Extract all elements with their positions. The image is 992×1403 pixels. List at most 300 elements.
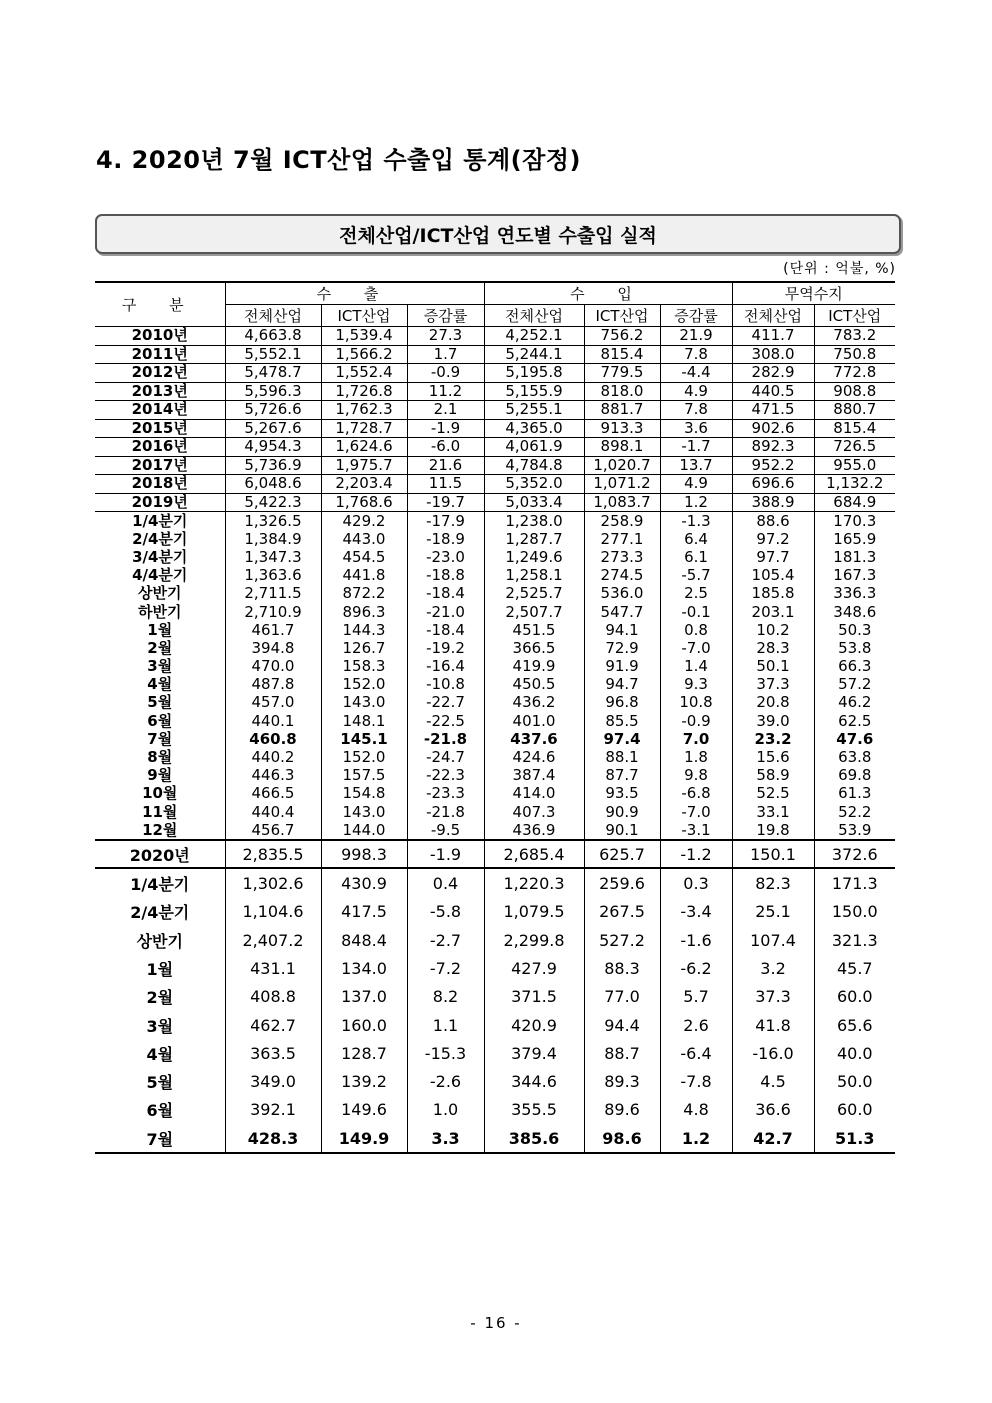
cell-balance-ict: 908.8 bbox=[814, 382, 895, 401]
cell-balance-total: 36.6 bbox=[732, 1096, 814, 1124]
cell-export-total: 5,478.7 bbox=[225, 364, 321, 383]
cell-export-growth: -23.0 bbox=[407, 548, 484, 566]
cell-export-total: 2,710.9 bbox=[225, 603, 321, 621]
cell-import-growth: -3.1 bbox=[660, 821, 732, 840]
cell-balance-ict: 336.3 bbox=[814, 585, 895, 603]
cell-import-ict: 267.5 bbox=[584, 898, 660, 926]
cell-category: 2016년 bbox=[95, 438, 225, 457]
cell-category: 7월 bbox=[95, 1124, 225, 1153]
cell-import-total: 451.5 bbox=[484, 621, 584, 639]
cell-balance-ict: 726.5 bbox=[814, 438, 895, 457]
cell-balance-ict: 181.3 bbox=[814, 548, 895, 566]
cell-export-total: 2,711.5 bbox=[225, 585, 321, 603]
cell-import-total: 5,033.4 bbox=[484, 493, 584, 512]
cell-import-growth: 2.5 bbox=[660, 585, 732, 603]
table-row-2019 bbox=[95, 530, 895, 548]
cell-export-ict: 1,566.2 bbox=[321, 345, 407, 364]
cell-import-ict: 913.3 bbox=[584, 419, 660, 438]
cell-category: 1월 bbox=[95, 954, 225, 982]
cell-balance-ict: 150.0 bbox=[814, 898, 895, 926]
cell-balance-total: -16.0 bbox=[732, 1039, 814, 1067]
cell-import-ict: 88.7 bbox=[584, 1039, 660, 1067]
cell-category: 12월 bbox=[95, 821, 225, 840]
cell-balance-total: 3.2 bbox=[732, 954, 814, 982]
cell-import-growth: 9.8 bbox=[660, 767, 732, 785]
cell-export-ict: 454.5 bbox=[321, 548, 407, 566]
cell-balance-total: 41.8 bbox=[732, 1011, 814, 1039]
cell-balance-ict: 40.0 bbox=[814, 1039, 895, 1067]
cell-import-total: 4,784.8 bbox=[484, 456, 584, 475]
cell-category: 2010년 bbox=[95, 327, 225, 346]
cell-export-growth: -23.3 bbox=[407, 785, 484, 803]
cell-import-growth: -1.7 bbox=[660, 438, 732, 457]
cell-import-total: 5,195.8 bbox=[484, 364, 584, 383]
header-import-total: 전체산업 bbox=[484, 305, 584, 327]
cell-export-ict: 143.0 bbox=[321, 694, 407, 712]
cell-export-total: 1,302.6 bbox=[225, 868, 321, 897]
cell-export-ict: 1,539.4 bbox=[321, 327, 407, 346]
table-row-2019 bbox=[95, 603, 895, 621]
cell-import-growth: 9.3 bbox=[660, 676, 732, 694]
cell-export-ict: 443.0 bbox=[321, 530, 407, 548]
cell-balance-ict: 69.8 bbox=[814, 767, 895, 785]
cell-import-total: 4,365.0 bbox=[484, 419, 584, 438]
cell-export-growth: -18.4 bbox=[407, 585, 484, 603]
cell-export-growth: -7.2 bbox=[407, 954, 484, 982]
cell-balance-total: 185.8 bbox=[732, 585, 814, 603]
cell-import-ict: 779.5 bbox=[584, 364, 660, 383]
cell-import-ict: 96.8 bbox=[584, 694, 660, 712]
header-export: 수 출 bbox=[225, 282, 484, 305]
cell-balance-total: 19.8 bbox=[732, 821, 814, 840]
table-row-2020 bbox=[95, 1096, 895, 1124]
cell-category: 2012년 bbox=[95, 364, 225, 383]
cell-export-total: 349.0 bbox=[225, 1067, 321, 1095]
cell-category: 2017년 bbox=[95, 456, 225, 475]
cell-export-ict: 1,726.8 bbox=[321, 382, 407, 401]
cell-export-ict: 144.3 bbox=[321, 621, 407, 639]
cell-export-ict: 2,203.4 bbox=[321, 475, 407, 494]
cell-export-total: 446.3 bbox=[225, 767, 321, 785]
table-row-2020 bbox=[95, 868, 895, 897]
cell-export-ict: 154.8 bbox=[321, 785, 407, 803]
table-row-2019 bbox=[95, 676, 895, 694]
cell-balance-total: 25.1 bbox=[732, 898, 814, 926]
cell-export-ict: 429.2 bbox=[321, 512, 407, 531]
cell-export-total: 1,104.6 bbox=[225, 898, 321, 926]
table-row-year bbox=[95, 382, 895, 401]
cell-import-growth: 1.2 bbox=[660, 1124, 732, 1153]
cell-balance-ict: 348.6 bbox=[814, 603, 895, 621]
cell-category: 11월 bbox=[95, 803, 225, 821]
cell-category: 상반기 bbox=[95, 585, 225, 603]
cell-export-ict: 144.0 bbox=[321, 821, 407, 840]
cell-export-total: 470.0 bbox=[225, 658, 321, 676]
cell-import-total: 1,079.5 bbox=[484, 898, 584, 926]
cell-import-total: 424.6 bbox=[484, 748, 584, 766]
cell-export-growth: 3.3 bbox=[407, 1124, 484, 1153]
cell-import-ict: 77.0 bbox=[584, 983, 660, 1011]
cell-import-growth: -1.6 bbox=[660, 926, 732, 954]
cell-export-growth: -22.5 bbox=[407, 712, 484, 730]
cell-import-total: 414.0 bbox=[484, 785, 584, 803]
cell-export-growth: -19.7 bbox=[407, 493, 484, 512]
cell-import-growth: -5.7 bbox=[660, 567, 732, 585]
cell-import-ict: 89.6 bbox=[584, 1096, 660, 1124]
cell-import-growth: 7.8 bbox=[660, 345, 732, 364]
cell-import-total: 385.6 bbox=[484, 1124, 584, 1153]
table-row-2020 bbox=[95, 898, 895, 926]
cell-balance-ict: 815.4 bbox=[814, 419, 895, 438]
cell-balance-ict: 684.9 bbox=[814, 493, 895, 512]
cell-import-growth: 1.8 bbox=[660, 748, 732, 766]
table-row-2019 bbox=[95, 730, 895, 748]
cell-export-total: 428.3 bbox=[225, 1124, 321, 1153]
cell-balance-ict: 52.2 bbox=[814, 803, 895, 821]
cell-category: 9월 bbox=[95, 767, 225, 785]
cell-import-growth: -0.9 bbox=[660, 712, 732, 730]
cell-import-growth: 4.9 bbox=[660, 382, 732, 401]
cell-export-growth: 11.5 bbox=[407, 475, 484, 494]
header-import-ict: ICT산업 bbox=[584, 305, 660, 327]
table-row-2020 bbox=[95, 1067, 895, 1095]
cell-export-ict: 160.0 bbox=[321, 1011, 407, 1039]
cell-export-total: 4,954.3 bbox=[225, 438, 321, 457]
table-row-year bbox=[95, 456, 895, 475]
table-row-year bbox=[95, 475, 895, 494]
cell-category: 1/4분기 bbox=[95, 512, 225, 531]
cell-import-growth: 3.6 bbox=[660, 419, 732, 438]
cell-balance-total: 440.5 bbox=[732, 382, 814, 401]
cell-category: 5월 bbox=[95, 694, 225, 712]
cell-export-ict: 848.4 bbox=[321, 926, 407, 954]
table-row-2019 bbox=[95, 821, 895, 840]
cell-balance-total: 82.3 bbox=[732, 868, 814, 897]
cell-export-total: 1,363.6 bbox=[225, 567, 321, 585]
cell-balance-total: 388.9 bbox=[732, 493, 814, 512]
cell-balance-ict: 65.6 bbox=[814, 1011, 895, 1039]
cell-import-ict: 93.5 bbox=[584, 785, 660, 803]
cell-export-total: 487.8 bbox=[225, 676, 321, 694]
cell-export-growth: -21.0 bbox=[407, 603, 484, 621]
cell-import-total: 1,238.0 bbox=[484, 512, 584, 531]
cell-export-ict: 145.1 bbox=[321, 730, 407, 748]
cell-import-total: 2,525.7 bbox=[484, 585, 584, 603]
cell-category: 2013년 bbox=[95, 382, 225, 401]
cell-balance-total: 39.0 bbox=[732, 712, 814, 730]
cell-import-growth: 4.8 bbox=[660, 1096, 732, 1124]
header-balance-total: 전체산업 bbox=[732, 305, 814, 327]
table-row-2019 bbox=[95, 639, 895, 657]
cell-balance-total: 471.5 bbox=[732, 401, 814, 420]
table-row-2020 bbox=[95, 1124, 895, 1153]
cell-import-total: 436.2 bbox=[484, 694, 584, 712]
cell-category: 2020년 bbox=[95, 840, 225, 868]
table-row-2020 bbox=[95, 1039, 895, 1067]
cell-export-growth: -1.9 bbox=[407, 840, 484, 868]
cell-import-total: 5,155.9 bbox=[484, 382, 584, 401]
cell-export-total: 457.0 bbox=[225, 694, 321, 712]
cell-export-growth: -22.7 bbox=[407, 694, 484, 712]
cell-export-ict: 872.2 bbox=[321, 585, 407, 603]
cell-import-growth: -1.3 bbox=[660, 512, 732, 531]
cell-import-ict: 94.7 bbox=[584, 676, 660, 694]
cell-balance-total: 37.3 bbox=[732, 676, 814, 694]
cell-category: 8월 bbox=[95, 748, 225, 766]
cell-import-growth: 2.6 bbox=[660, 1011, 732, 1039]
table-row-2019 bbox=[95, 658, 895, 676]
cell-category: 2/4분기 bbox=[95, 898, 225, 926]
cell-balance-total: 902.6 bbox=[732, 419, 814, 438]
cell-export-growth: -17.9 bbox=[407, 512, 484, 531]
cell-import-growth: -6.2 bbox=[660, 954, 732, 982]
cell-import-growth: 6.1 bbox=[660, 548, 732, 566]
cell-import-ict: 259.6 bbox=[584, 868, 660, 897]
cell-export-growth: 11.2 bbox=[407, 382, 484, 401]
table-row-year bbox=[95, 493, 895, 512]
cell-import-total: 5,255.1 bbox=[484, 401, 584, 420]
cell-import-growth: 21.9 bbox=[660, 327, 732, 346]
cell-export-growth: -6.0 bbox=[407, 438, 484, 457]
cell-balance-ict: 955.0 bbox=[814, 456, 895, 475]
cell-import-ict: 818.0 bbox=[584, 382, 660, 401]
table-title: 전체산업/ICT산업 연도별 수출입 실적 bbox=[339, 224, 657, 247]
cell-export-growth: -2.7 bbox=[407, 926, 484, 954]
cell-export-growth: 1.1 bbox=[407, 1011, 484, 1039]
cell-export-growth: 2.1 bbox=[407, 401, 484, 420]
cell-export-growth: -16.4 bbox=[407, 658, 484, 676]
cell-export-growth: 8.2 bbox=[407, 983, 484, 1011]
cell-export-growth: -22.3 bbox=[407, 767, 484, 785]
cell-category: 2019년 bbox=[95, 493, 225, 512]
cell-export-growth: 27.3 bbox=[407, 327, 484, 346]
cell-export-total: 460.8 bbox=[225, 730, 321, 748]
cell-export-growth: -0.9 bbox=[407, 364, 484, 383]
cell-category: 1/4분기 bbox=[95, 868, 225, 897]
cell-export-total: 4,663.8 bbox=[225, 327, 321, 346]
cell-category: 3월 bbox=[95, 658, 225, 676]
cell-import-ict: 898.1 bbox=[584, 438, 660, 457]
cell-balance-ict: 1,132.2 bbox=[814, 475, 895, 494]
cell-import-total: 420.9 bbox=[484, 1011, 584, 1039]
header-export-total: 전체산업 bbox=[225, 305, 321, 327]
cell-import-ict: 815.4 bbox=[584, 345, 660, 364]
cell-balance-total: 150.1 bbox=[732, 840, 814, 868]
cell-import-ict: 98.6 bbox=[584, 1124, 660, 1153]
cell-export-total: 392.1 bbox=[225, 1096, 321, 1124]
cell-balance-total: 97.2 bbox=[732, 530, 814, 548]
cell-import-growth: 7.8 bbox=[660, 401, 732, 420]
cell-import-ict: 89.3 bbox=[584, 1067, 660, 1095]
cell-import-ict: 625.7 bbox=[584, 840, 660, 868]
cell-balance-total: 10.2 bbox=[732, 621, 814, 639]
trade-table bbox=[95, 281, 895, 1154]
cell-balance-ict: 783.2 bbox=[814, 327, 895, 346]
cell-import-growth: -6.8 bbox=[660, 785, 732, 803]
cell-import-total: 4,061.9 bbox=[484, 438, 584, 457]
cell-export-total: 1,326.5 bbox=[225, 512, 321, 531]
cell-category: 7월 bbox=[95, 730, 225, 748]
cell-export-ict: 152.0 bbox=[321, 676, 407, 694]
cell-import-total: 4,252.1 bbox=[484, 327, 584, 346]
table-row-2019 bbox=[95, 567, 895, 585]
cell-import-growth: -4.4 bbox=[660, 364, 732, 383]
cell-category: 6월 bbox=[95, 712, 225, 730]
cell-balance-total: 308.0 bbox=[732, 345, 814, 364]
cell-export-total: 2,835.5 bbox=[225, 840, 321, 868]
cell-import-growth: 1.2 bbox=[660, 493, 732, 512]
cell-import-ict: 94.4 bbox=[584, 1011, 660, 1039]
cell-export-ict: 158.3 bbox=[321, 658, 407, 676]
cell-export-total: 5,726.6 bbox=[225, 401, 321, 420]
cell-export-ict: 1,728.7 bbox=[321, 419, 407, 438]
cell-import-ict: 85.5 bbox=[584, 712, 660, 730]
cell-export-growth: -9.5 bbox=[407, 821, 484, 840]
cell-import-growth: -7.0 bbox=[660, 803, 732, 821]
cell-export-total: 6,048.6 bbox=[225, 475, 321, 494]
cell-balance-ict: 372.6 bbox=[814, 840, 895, 868]
cell-export-ict: 1,762.3 bbox=[321, 401, 407, 420]
cell-export-ict: 441.8 bbox=[321, 567, 407, 585]
cell-export-total: 440.2 bbox=[225, 748, 321, 766]
cell-export-total: 431.1 bbox=[225, 954, 321, 982]
cell-export-total: 394.8 bbox=[225, 639, 321, 657]
cell-export-growth: -15.3 bbox=[407, 1039, 484, 1067]
cell-balance-ict: 880.7 bbox=[814, 401, 895, 420]
cell-export-ict: 128.7 bbox=[321, 1039, 407, 1067]
table-row-2019 bbox=[95, 512, 895, 531]
cell-import-growth: -6.4 bbox=[660, 1039, 732, 1067]
cell-import-total: 387.4 bbox=[484, 767, 584, 785]
cell-import-ict: 1,083.7 bbox=[584, 493, 660, 512]
cell-export-ict: 134.0 bbox=[321, 954, 407, 982]
cell-export-growth: 1.7 bbox=[407, 345, 484, 364]
cell-import-total: 419.9 bbox=[484, 658, 584, 676]
cell-export-ict: 417.5 bbox=[321, 898, 407, 926]
cell-category: 하반기 bbox=[95, 603, 225, 621]
cell-export-ict: 137.0 bbox=[321, 983, 407, 1011]
cell-import-total: 366.5 bbox=[484, 639, 584, 657]
cell-import-total: 436.9 bbox=[484, 821, 584, 840]
cell-export-growth: -21.8 bbox=[407, 730, 484, 748]
table-row-2019 bbox=[95, 803, 895, 821]
table-row-2020 bbox=[95, 954, 895, 982]
table-row-2019 bbox=[95, 694, 895, 712]
cell-export-growth: -19.2 bbox=[407, 639, 484, 657]
cell-balance-ict: 167.3 bbox=[814, 567, 895, 585]
cell-balance-ict: 50.3 bbox=[814, 621, 895, 639]
cell-export-total: 5,552.1 bbox=[225, 345, 321, 364]
cell-import-total: 5,244.1 bbox=[484, 345, 584, 364]
header-import: 수 입 bbox=[484, 282, 732, 305]
cell-import-ict: 527.2 bbox=[584, 926, 660, 954]
table-row-year bbox=[95, 401, 895, 420]
cell-balance-total: 105.4 bbox=[732, 567, 814, 585]
cell-balance-ict: 170.3 bbox=[814, 512, 895, 531]
cell-export-growth: 1.0 bbox=[407, 1096, 484, 1124]
cell-export-ict: 157.5 bbox=[321, 767, 407, 785]
page-heading: 4. 2020년 7월 ICT산업 수출입 통계(잠정) bbox=[96, 146, 581, 174]
cell-balance-ict: 60.0 bbox=[814, 983, 895, 1011]
cell-export-growth: -2.6 bbox=[407, 1067, 484, 1095]
cell-category: 5월 bbox=[95, 1067, 225, 1095]
cell-import-ict: 87.7 bbox=[584, 767, 660, 785]
cell-import-growth: 13.7 bbox=[660, 456, 732, 475]
cell-export-ict: 430.9 bbox=[321, 868, 407, 897]
page-number: - 16 - bbox=[470, 1314, 522, 1332]
cell-category: 10월 bbox=[95, 785, 225, 803]
cell-import-ict: 88.3 bbox=[584, 954, 660, 982]
cell-export-total: 440.1 bbox=[225, 712, 321, 730]
cell-export-ict: 998.3 bbox=[321, 840, 407, 868]
cell-import-growth: -7.8 bbox=[660, 1067, 732, 1095]
cell-import-total: 1,249.6 bbox=[484, 548, 584, 566]
table-row-2020 bbox=[95, 983, 895, 1011]
cell-import-total: 427.9 bbox=[484, 954, 584, 982]
cell-export-total: 408.8 bbox=[225, 983, 321, 1011]
cell-import-ict: 536.0 bbox=[584, 585, 660, 603]
cell-import-total: 344.6 bbox=[484, 1067, 584, 1095]
cell-balance-total: 52.5 bbox=[732, 785, 814, 803]
cell-balance-total: 282.9 bbox=[732, 364, 814, 383]
cell-import-growth: -7.0 bbox=[660, 639, 732, 657]
cell-import-ict: 94.1 bbox=[584, 621, 660, 639]
cell-balance-total: 88.6 bbox=[732, 512, 814, 531]
cell-balance-ict: 750.8 bbox=[814, 345, 895, 364]
cell-import-growth: 4.9 bbox=[660, 475, 732, 494]
cell-import-ict: 90.1 bbox=[584, 821, 660, 840]
cell-export-growth: -18.9 bbox=[407, 530, 484, 548]
cell-import-ict: 72.9 bbox=[584, 639, 660, 657]
cell-balance-ict: 53.8 bbox=[814, 639, 895, 657]
cell-export-total: 5,267.6 bbox=[225, 419, 321, 438]
cell-balance-ict: 51.3 bbox=[814, 1124, 895, 1153]
cell-import-growth: -3.4 bbox=[660, 898, 732, 926]
cell-export-ict: 1,552.4 bbox=[321, 364, 407, 383]
cell-export-total: 462.7 bbox=[225, 1011, 321, 1039]
cell-import-growth: 6.4 bbox=[660, 530, 732, 548]
cell-balance-total: 23.2 bbox=[732, 730, 814, 748]
cell-balance-ict: 57.2 bbox=[814, 676, 895, 694]
header-export-growth: 증감률 bbox=[407, 305, 484, 327]
cell-export-growth: -18.4 bbox=[407, 621, 484, 639]
cell-export-total: 440.4 bbox=[225, 803, 321, 821]
cell-import-total: 379.4 bbox=[484, 1039, 584, 1067]
cell-export-total: 461.7 bbox=[225, 621, 321, 639]
cell-import-total: 1,287.7 bbox=[484, 530, 584, 548]
cell-import-total: 355.5 bbox=[484, 1096, 584, 1124]
cell-import-total: 2,507.7 bbox=[484, 603, 584, 621]
table-title-box bbox=[95, 214, 901, 254]
cell-category: 3월 bbox=[95, 1011, 225, 1039]
cell-import-ict: 1,020.7 bbox=[584, 456, 660, 475]
cell-import-ict: 547.7 bbox=[584, 603, 660, 621]
cell-balance-ict: 772.8 bbox=[814, 364, 895, 383]
table-row-2019 bbox=[95, 785, 895, 803]
cell-import-growth: 7.0 bbox=[660, 730, 732, 748]
cell-export-ict: 148.1 bbox=[321, 712, 407, 730]
cell-balance-total: 411.7 bbox=[732, 327, 814, 346]
cell-export-ict: 149.9 bbox=[321, 1124, 407, 1153]
cell-export-growth: -21.8 bbox=[407, 803, 484, 821]
cell-import-total: 5,352.0 bbox=[484, 475, 584, 494]
cell-export-growth: 21.6 bbox=[407, 456, 484, 475]
cell-category: 2월 bbox=[95, 639, 225, 657]
cell-category: 3/4분기 bbox=[95, 548, 225, 566]
cell-export-total: 2,407.2 bbox=[225, 926, 321, 954]
cell-import-growth: -1.2 bbox=[660, 840, 732, 868]
cell-balance-total: 892.3 bbox=[732, 438, 814, 457]
